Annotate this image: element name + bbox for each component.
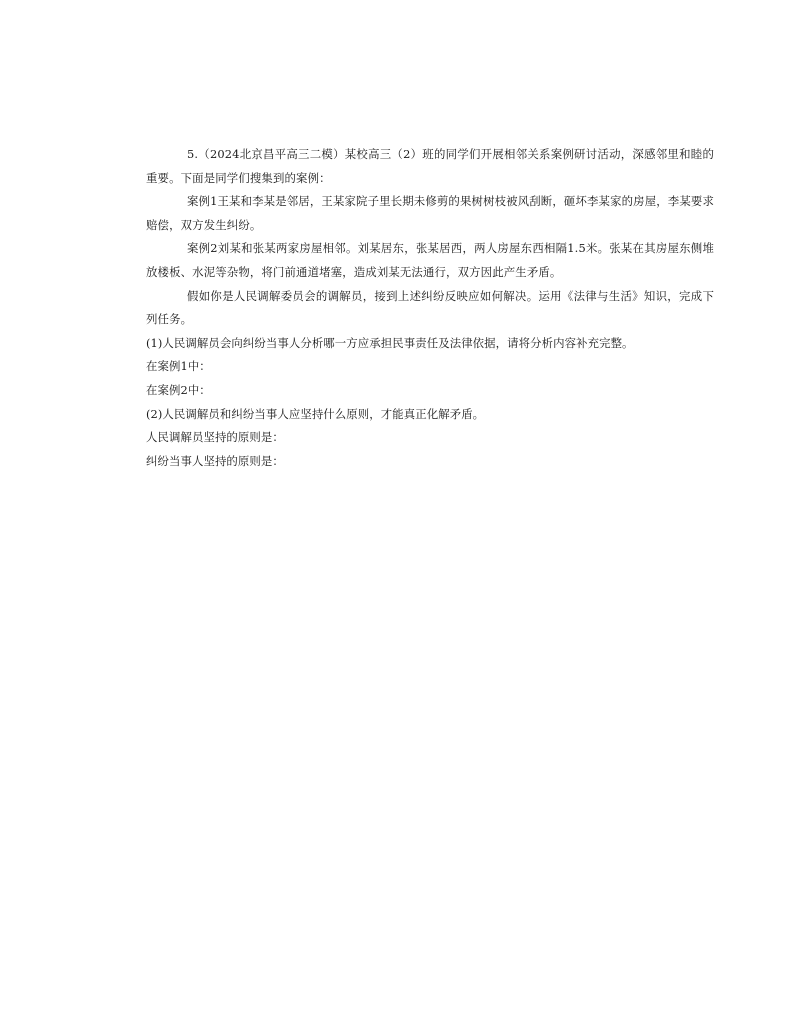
sub-question-1: (1)人民调解员会向纠纷当事人分析哪一方应承担民事责任及法律依据，请将分析内容补充完整。 (146, 335, 634, 350)
case-1-text: 案例1王某和李某是邻居，王某家院子里长期未修剪的果树树枝被风刮断，砸坏李某家的房屋，李某要求赔偿，双方发生纠纷。 (146, 194, 714, 232)
question-stem: 5.（2024北京昌平高三二模）某校高三（2）班的同学们开展相邻关系案例研讨活动，深感邻里和睦的重要。下面是同学们搜集到的案例： (146, 147, 714, 185)
answer-prompt-case-1: 在案例1中： (146, 359, 211, 374)
answer-prompt-mediator: 人民调解员坚持的原则是： (146, 430, 284, 445)
case-2-text: 案例2刘某和张某两家房屋相邻。刘某居东，张某居西，两人房屋东西相隔1.5米。张某在其房屋东侧堆放楼板、水泥等杂物，将门前通道堵塞，造成刘某无法通行，双方因此产生矛盾。 (146, 241, 714, 279)
task-instruction: 假如你是人民调解委员会的调解员，接到上述纠纷反映应如何解决。运用《法律与生活》知识，完成下列任务。 (146, 288, 714, 327)
sub-question-2: (2)人民调解员和纠纷当事人应坚持什么原则，才能真正化解矛盾。 (146, 406, 485, 421)
question-block (146, 143, 714, 473)
answer-prompt-case-2: 在案例2中： (146, 382, 211, 397)
answer-prompt-parties: 纠纷当事人坚持的原则是： (146, 453, 284, 468)
